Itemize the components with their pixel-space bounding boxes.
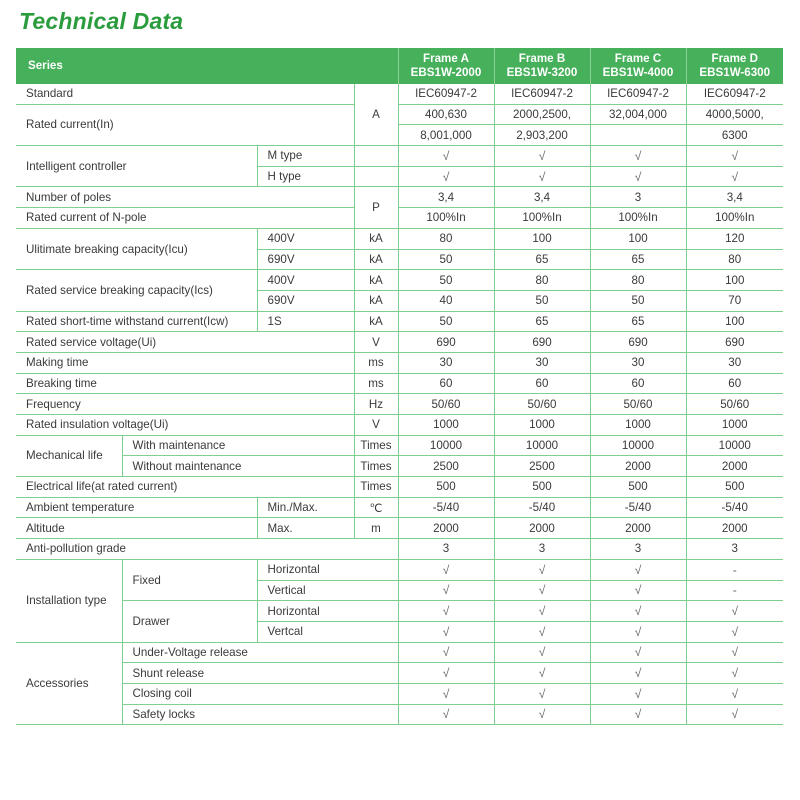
table-row-poles	[16, 187, 783, 208]
table-row-breaking-time	[16, 373, 783, 394]
table-row-service-voltage	[16, 332, 783, 353]
sub-label: Min./Max.	[257, 497, 354, 518]
unit-cell: V	[354, 415, 398, 436]
value-cell: 100	[494, 228, 590, 249]
technical-data-table	[16, 48, 783, 725]
unit-cell: ℃	[354, 497, 398, 518]
value-cell: 4000,5000,	[686, 104, 783, 125]
frame-model: EBS1W-3200	[506, 66, 578, 79]
value-cell: 3,4	[398, 187, 494, 208]
row-label: Intelligent controller	[16, 146, 257, 187]
sub-label: Shunt release	[122, 663, 398, 684]
table-row-mech-with	[16, 435, 783, 456]
row-label: Rated service breaking capacity(Ics)	[16, 270, 257, 311]
value-cell: 60	[590, 373, 686, 394]
value-cell: -5/40	[494, 497, 590, 518]
row-label: Mechanical life	[16, 435, 122, 476]
unit-cell: kA	[354, 228, 398, 249]
check-cell: √	[686, 642, 783, 663]
value-cell: 3	[590, 187, 686, 208]
unit-cell	[354, 146, 398, 167]
unit-cell: kA	[354, 270, 398, 291]
value-cell: 2000,2500,	[494, 104, 590, 125]
table-row-making-time	[16, 352, 783, 373]
value-cell: 1000	[590, 415, 686, 436]
value-cell: 500	[590, 477, 686, 498]
value-cell: 40	[398, 290, 494, 311]
unit-cell	[354, 166, 398, 187]
check-cell: √	[494, 601, 590, 622]
value-cell: 80	[590, 270, 686, 291]
table-row-ics-400	[16, 270, 783, 291]
sub-label: Safety locks	[122, 704, 398, 725]
value-cell: 50/60	[494, 394, 590, 415]
check-cell: √	[494, 580, 590, 601]
value-cell: 3,4	[494, 187, 590, 208]
row-label: Rated current(In)	[16, 104, 354, 145]
value-cell: 50	[398, 311, 494, 332]
table-row-install-drawer-h	[16, 601, 783, 622]
value-cell: 65	[590, 311, 686, 332]
sub-label: 1S	[257, 311, 354, 332]
row-label: Rated short-time withstand current(Icw)	[16, 311, 257, 332]
value-cell: IEC60947-2	[686, 84, 783, 104]
row-label: Rated current of N-pole	[16, 208, 354, 229]
value-cell: -5/40	[590, 497, 686, 518]
check-cell: √	[686, 146, 783, 167]
frame-model: EBS1W-6300	[699, 66, 771, 79]
header-row	[16, 48, 783, 84]
frame-c-header	[590, 48, 686, 84]
check-cell: √	[494, 683, 590, 704]
sub-sub-label: Horizontal	[257, 601, 398, 622]
value-cell: 10000	[494, 435, 590, 456]
sub-label: M type	[257, 146, 354, 167]
value-cell: 50	[398, 249, 494, 270]
unit-cell: kA	[354, 249, 398, 270]
value-cell: 50/60	[398, 394, 494, 415]
value-cell: 2000	[398, 518, 494, 539]
table-row-rated-current	[16, 104, 783, 125]
table-row-acc-locks	[16, 704, 783, 725]
check-cell: √	[494, 642, 590, 663]
value-cell: 3	[590, 539, 686, 560]
check-cell: √	[398, 601, 494, 622]
sub-label: 690V	[257, 249, 354, 270]
value-cell: 80	[398, 228, 494, 249]
check-cell: √	[398, 166, 494, 187]
series-header: Series	[16, 48, 398, 84]
value-cell: 2000	[590, 518, 686, 539]
value-cell: 65	[590, 249, 686, 270]
value-cell: 80	[686, 249, 783, 270]
row-label: Making time	[16, 352, 354, 373]
check-cell: √	[686, 683, 783, 704]
row-label: Ulitimate breaking capacity(Icu)	[16, 228, 257, 269]
check-cell: √	[590, 559, 686, 580]
frame-model: EBS1W-4000	[602, 66, 674, 79]
row-label: Ambient temperature	[16, 497, 257, 518]
value-cell: 2500	[494, 456, 590, 477]
check-cell: √	[398, 621, 494, 642]
unit-cell: V	[354, 332, 398, 353]
check-cell: √	[398, 663, 494, 684]
table-row-anti-pollution	[16, 539, 783, 560]
table-row-standard	[16, 84, 783, 104]
sub-label: Max.	[257, 518, 354, 539]
value-cell: 60	[398, 373, 494, 394]
unit-cell: ms	[354, 373, 398, 394]
value-cell: 1000	[398, 415, 494, 436]
sub-sub-label: Horizontal	[257, 559, 398, 580]
check-cell: √	[494, 559, 590, 580]
value-cell: 690	[686, 332, 783, 353]
check-cell: √	[686, 601, 783, 622]
value-cell: 50/60	[686, 394, 783, 415]
row-label: Standard	[16, 84, 354, 104]
sub-sub-label: Vertical	[257, 580, 398, 601]
unit-cell: A	[354, 84, 398, 146]
value-cell: IEC60947-2	[494, 84, 590, 104]
sub-label: Closing coil	[122, 683, 398, 704]
row-label: Installation type	[16, 559, 122, 642]
check-cell: √	[590, 146, 686, 167]
check-cell: √	[494, 146, 590, 167]
check-cell: √	[686, 166, 783, 187]
check-cell: √	[398, 146, 494, 167]
value-cell: 500	[398, 477, 494, 498]
value-cell: 50	[398, 270, 494, 291]
value-cell: 50/60	[590, 394, 686, 415]
value-cell: 3	[686, 539, 783, 560]
sub-label: 400V	[257, 270, 354, 291]
check-cell: √	[590, 704, 686, 725]
value-cell: 100%In	[686, 208, 783, 229]
check-cell: √	[686, 704, 783, 725]
value-cell: 3	[494, 539, 590, 560]
value-cell: 32,004,000	[590, 104, 686, 125]
value-cell: 2000	[590, 456, 686, 477]
frame-b-header	[494, 48, 590, 84]
value-cell: 2000	[686, 456, 783, 477]
row-label: Anti-pollution grade	[16, 539, 398, 560]
value-cell: IEC60947-2	[590, 84, 686, 104]
value-cell: 2000	[686, 518, 783, 539]
unit-cell: Times	[354, 435, 398, 456]
table-row-install-fixed-h	[16, 559, 783, 580]
frame-name: Frame C	[614, 52, 662, 65]
frame-d-header	[686, 48, 783, 84]
value-cell: 100%In	[590, 208, 686, 229]
value-cell: 400,630	[398, 104, 494, 125]
value-cell: IEC60947-2	[398, 84, 494, 104]
table-row-icw	[16, 311, 783, 332]
table-row-n-pole	[16, 208, 783, 229]
check-cell: √	[590, 601, 686, 622]
value-cell: 80	[494, 270, 590, 291]
table-row-icu-400	[16, 228, 783, 249]
table-row-insulation-voltage	[16, 415, 783, 436]
sub-label: Drawer	[122, 601, 257, 642]
value-cell: -5/40	[686, 497, 783, 518]
row-label: Altitude	[16, 518, 257, 539]
unit-cell: P	[354, 187, 398, 228]
value-cell: 10000	[686, 435, 783, 456]
sub-label: 400V	[257, 228, 354, 249]
check-cell: √	[686, 621, 783, 642]
value-cell: 30	[686, 352, 783, 373]
value-cell: 8,001,000	[398, 125, 494, 146]
check-cell: √	[398, 704, 494, 725]
value-cell: 1000	[686, 415, 783, 436]
value-cell: 6300	[686, 125, 783, 146]
table-row-ambient-temp	[16, 497, 783, 518]
frame-name: Frame B	[518, 52, 566, 65]
frame-model: EBS1W-2000	[410, 66, 482, 79]
row-label: Electrical life(at rated current)	[16, 477, 354, 498]
unit-cell: m	[354, 518, 398, 539]
value-cell: 100%In	[494, 208, 590, 229]
value-cell: 100	[686, 270, 783, 291]
value-cell: 2,903,200	[494, 125, 590, 146]
check-cell: √	[494, 704, 590, 725]
value-cell: 690	[398, 332, 494, 353]
value-cell: 30	[590, 352, 686, 373]
value-cell: 30	[494, 352, 590, 373]
value-cell: 2500	[398, 456, 494, 477]
check-cell: √	[494, 166, 590, 187]
value-cell	[590, 125, 686, 146]
row-label: Rated insulation voltage(Ui)	[16, 415, 354, 436]
value-cell: 65	[494, 249, 590, 270]
row-label: Frequency	[16, 394, 354, 415]
page-title: Technical Data	[19, 8, 184, 34]
row-label: Number of poles	[16, 187, 354, 208]
value-cell: 50	[590, 290, 686, 311]
table-row-acc-shunt	[16, 663, 783, 684]
value-cell: 10000	[590, 435, 686, 456]
value-cell: 690	[494, 332, 590, 353]
value-cell: 100%In	[398, 208, 494, 229]
value-cell: 690	[590, 332, 686, 353]
frame-name: Frame A	[423, 52, 469, 65]
unit-cell: kA	[354, 290, 398, 311]
row-label: Breaking time	[16, 373, 354, 394]
table-row-frequency	[16, 394, 783, 415]
value-cell: 3	[398, 539, 494, 560]
unit-cell: ms	[354, 352, 398, 373]
sub-label: H type	[257, 166, 354, 187]
unit-cell: Hz	[354, 394, 398, 415]
value-cell: 60	[686, 373, 783, 394]
frame-name: Frame D	[711, 52, 758, 65]
check-cell: √	[590, 642, 686, 663]
table-row-altitude	[16, 518, 783, 539]
check-cell: √	[494, 621, 590, 642]
sub-sub-label: Vertcal	[257, 621, 398, 642]
value-cell: 500	[494, 477, 590, 498]
check-cell: √	[398, 559, 494, 580]
value-cell: 50	[494, 290, 590, 311]
value-cell: 10000	[398, 435, 494, 456]
value-cell: 100	[590, 228, 686, 249]
check-cell: √	[398, 642, 494, 663]
sub-label: Fixed	[122, 559, 257, 600]
check-cell: √	[686, 663, 783, 684]
value-cell: 500	[686, 477, 783, 498]
value-cell: 65	[494, 311, 590, 332]
sub-label: Under-Voltage release	[122, 642, 398, 663]
row-label: Rated service voltage(Ui)	[16, 332, 354, 353]
unit-cell: Times	[354, 456, 398, 477]
table-row-mech-without	[16, 456, 783, 477]
check-cell: √	[590, 580, 686, 601]
sub-label: Without maintenance	[122, 456, 354, 477]
check-cell: √	[398, 683, 494, 704]
table-row-controller-m	[16, 146, 783, 167]
check-cell: √	[398, 580, 494, 601]
value-cell: 120	[686, 228, 783, 249]
sub-label: 690V	[257, 290, 354, 311]
sub-label: With maintenance	[122, 435, 354, 456]
check-cell: √	[590, 621, 686, 642]
value-cell: 30	[398, 352, 494, 373]
check-cell: -	[686, 580, 783, 601]
unit-cell: kA	[354, 311, 398, 332]
table-row-acc-uvr	[16, 642, 783, 663]
value-cell: 60	[494, 373, 590, 394]
value-cell: 70	[686, 290, 783, 311]
value-cell: 3,4	[686, 187, 783, 208]
check-cell: -	[686, 559, 783, 580]
value-cell: -5/40	[398, 497, 494, 518]
check-cell: √	[590, 663, 686, 684]
unit-cell: Times	[354, 477, 398, 498]
value-cell: 2000	[494, 518, 590, 539]
check-cell: √	[494, 663, 590, 684]
row-label: Accessories	[16, 642, 122, 725]
table-row-acc-closing	[16, 683, 783, 704]
frame-a-header	[398, 48, 494, 84]
table-row-electrical-life	[16, 477, 783, 498]
check-cell: √	[590, 683, 686, 704]
value-cell: 1000	[494, 415, 590, 436]
check-cell: √	[590, 166, 686, 187]
value-cell: 100	[686, 311, 783, 332]
